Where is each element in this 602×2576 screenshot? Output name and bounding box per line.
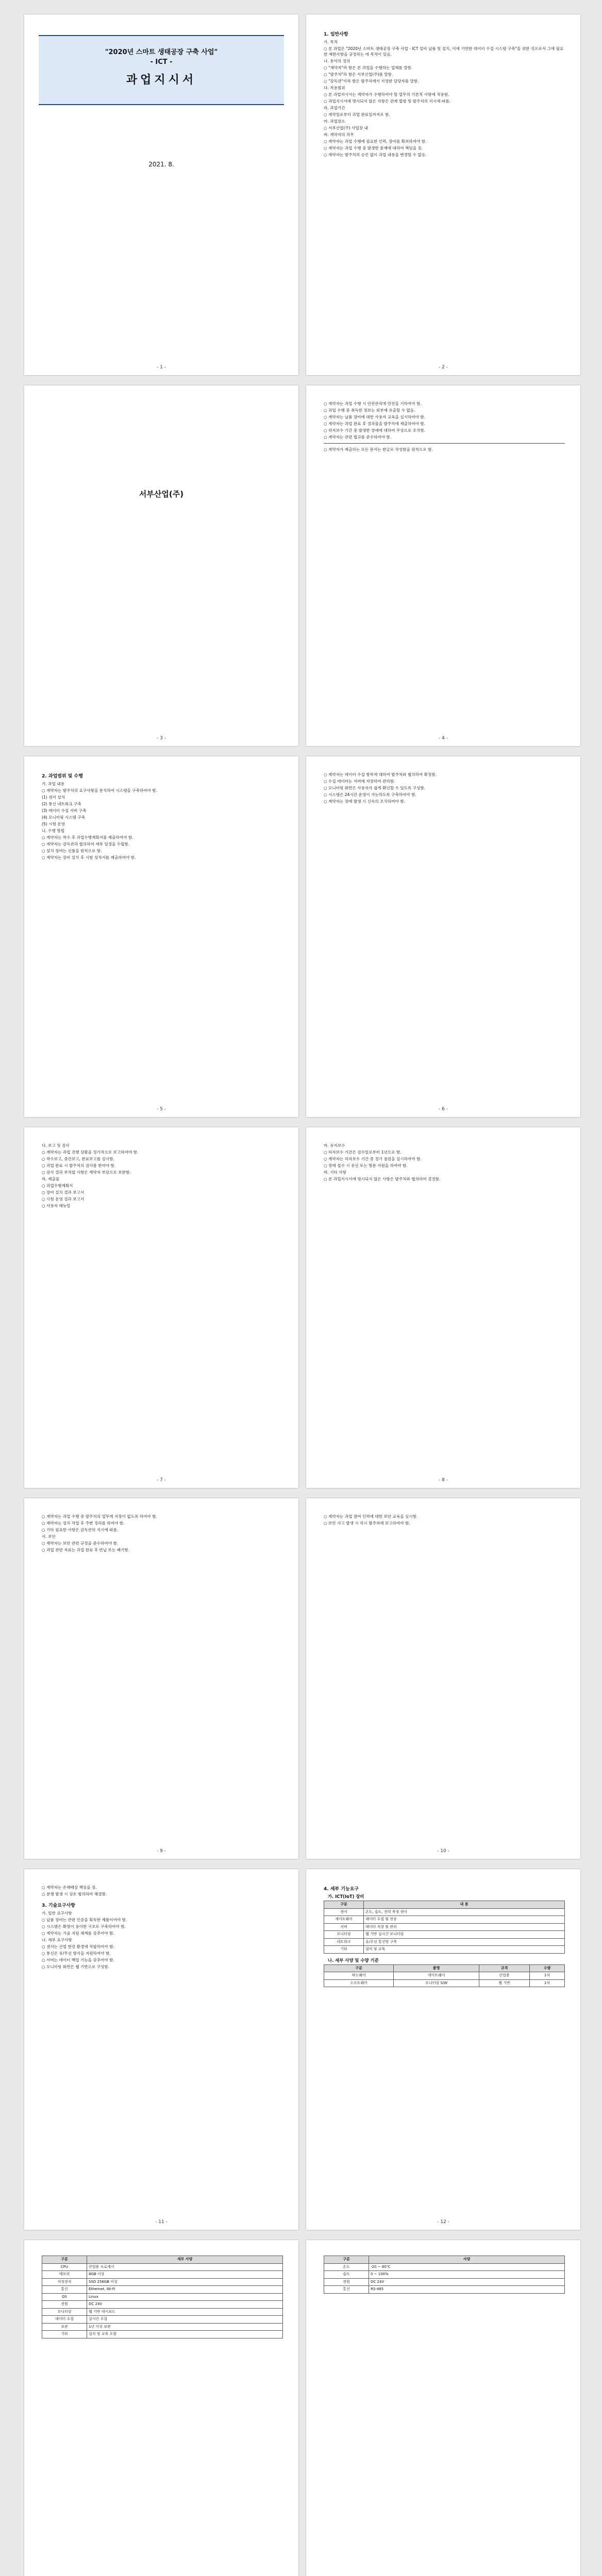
table-row (324, 1916, 565, 1924)
table-cell: 소프트웨어 (324, 1979, 394, 1987)
table-row (42, 2286, 283, 2294)
page-9-body (42, 1514, 283, 1554)
text-line: ○ 장애 접수 시 유선 또는 방문 지원을 하여야 함. (324, 1163, 408, 1168)
text-line: ○ 계약자는 과업 수행 중 발주처의 업무에 지장이 없도록 하여야 함. (42, 1514, 157, 1519)
table-row (42, 2278, 283, 2286)
table-cell: 산업용 (479, 1972, 530, 1980)
section-heading: 1. 일반사항 (324, 32, 348, 37)
table-row (324, 1908, 565, 1916)
text-line: ○ 하자보수 기간 중 발생한 장애에 대하여 무상으로 조치함. (324, 428, 426, 433)
table-cell: 보관 (42, 2323, 87, 2331)
text-line: 가. 일반 요구사항 (42, 1911, 72, 1916)
table-cell: 습도 (324, 2271, 369, 2279)
table-cell: 1년 이상 보관 (87, 2323, 283, 2331)
table-cell: 1식 (529, 1972, 564, 1980)
table-header: 구분 (324, 1964, 394, 1972)
text-line: ○ 계약자가 제출하는 모든 문서는 한글로 작성함을 원칙으로 함. (324, 447, 433, 452)
text-line: 가. 과업 내용 (42, 782, 64, 786)
table-row (324, 1923, 565, 1931)
table-row (42, 2301, 283, 2309)
text-line: ○ 계약일로부터 과업 완료일까지로 함. (324, 112, 390, 117)
page-12-body (324, 1885, 565, 1987)
text-line: ○ 시스템은 24시간 운영이 가능하도록 구축하여야 함. (324, 792, 416, 797)
table-cell: 통신 (42, 2286, 87, 2294)
spec-quantity-table (324, 1964, 565, 1988)
text-line: 바. 계약자의 의무 (324, 132, 354, 137)
section-heading: 2. 과업범위 및 수행 (42, 774, 83, 779)
text-line: ○ 모니터링 화면은 사용자가 쉽게 확인할 수 있도록 구성함. (324, 786, 426, 790)
table-cell: 산업용 프로세서 (87, 2263, 283, 2271)
text-line: ○ 수집 데이터는 서버에 저장하여 관리함. (324, 779, 395, 784)
page-number: - 10 - (437, 1849, 449, 1854)
text-line: ○ 계약자는 기술 지원 체계를 갖추어야 함. (42, 1931, 114, 1936)
cover-title: 과업지시서 (126, 74, 197, 87)
text-line: ○ 계약자는 착수 후 과업수행계획서를 제출하여야 함. (42, 835, 133, 840)
table-cell: 모니터링 (324, 1931, 364, 1939)
text-line: ○ 설치 장비는 신품을 원칙으로 함. (42, 849, 102, 853)
table-row (324, 2271, 565, 2279)
cover-date: 2021. 8. (148, 161, 174, 168)
text-line: ○ 계약자는 감독관과 협의하여 세부 일정을 수립함. (42, 842, 130, 846)
table-row (324, 1931, 565, 1939)
table-cell: RS-485 (369, 2286, 565, 2294)
text-line: ○ 사용자 매뉴얼 (42, 1204, 71, 1208)
text-line: 사. 보안 (42, 1534, 56, 1539)
table-cell: 저장장치 (42, 2278, 87, 2286)
table-row (324, 1979, 565, 1987)
text-line: ○ 과업 수행 중 취득한 정보는 외부에 유출할 수 없음. (324, 408, 415, 413)
table-cell: 설치 및 교육 포함 (87, 2331, 283, 2338)
text-line: ○ 계약자는 데이터 수집 항목에 대하여 발주처와 협의하여 확정함. (324, 772, 437, 777)
table-cell: DC 24V (369, 2278, 565, 2286)
page-6 (306, 756, 580, 1117)
table-header: 사양 (369, 2256, 565, 2264)
page-12 (306, 1869, 580, 2230)
page-2 (306, 14, 580, 375)
table-cell: 온도 (324, 2263, 369, 2271)
text-line: 나. 세부 요구사항 (42, 1938, 72, 1942)
section-heading: 3. 기술요구사항 (42, 1903, 75, 1908)
table-cell: 유/무선 통신망 구축 (364, 1938, 565, 1946)
page-number: - 5 - (157, 1107, 166, 1112)
table-row (42, 2316, 283, 2324)
page-11-body (42, 1885, 283, 1971)
table-cell: 데이터 수집 (42, 2316, 87, 2324)
text-line: ○ 본 과업지시서는 계약자가 수행하여야 할 업무의 기본적 사항에 적용함. (324, 92, 449, 97)
equipment-table (324, 1901, 565, 1954)
page-9 (24, 1498, 298, 1859)
cover-title-box (39, 35, 284, 105)
text-line: ○ 과업 관련 자료는 과업 완료 후 반납 또는 폐기함. (42, 1548, 130, 1552)
table-row (324, 2263, 565, 2271)
text-line: 바. 기타 사항 (324, 1170, 346, 1175)
hardware-spec-table (42, 2256, 283, 2338)
text-line: ○ "감독관"이라 함은 발주처에서 지정한 담당자를 말함. (324, 79, 419, 83)
text-line: ○ 계약자는 장애 발생 시 신속히 조치하여야 함. (324, 799, 405, 804)
page-13-right (306, 2240, 580, 2576)
table-cell: Ethernet, Wi-Fi (87, 2286, 283, 2294)
table-cell: 모니터링 (42, 2308, 87, 2316)
text-line: ○ 계약자는 납품 장비에 대한 사용자 교육을 실시하여야 함. (324, 415, 426, 419)
page-1-cover (24, 14, 298, 375)
text-line: ○ 계약자는 과업 참여 인력에 대한 보안 교육을 실시함. (324, 1514, 418, 1519)
table-cell: 네트워크 (324, 1938, 364, 1946)
page-8 (306, 1127, 580, 1488)
table-cell: 서버 (324, 1923, 364, 1931)
text-line: ○ 시험 운영 결과 보고서 (42, 1197, 85, 1201)
text-line: 마. 과업장소 (324, 119, 345, 124)
table-row (42, 2323, 283, 2331)
text-line: ○ 서부산업(주) 사업장 내 (324, 126, 368, 130)
text-line: ○ 분쟁 발생 시 상호 협의하여 해결함. (42, 1892, 107, 1896)
table-row (324, 2286, 565, 2294)
text-line: ○ 납품 장비는 관련 인증을 획득한 제품이어야 함. (42, 1918, 127, 1922)
text-line: ○ 착수보고, 중간보고, 완료보고를 실시함. (42, 1157, 114, 1161)
table-cell: 센서 (324, 1908, 364, 1916)
section-heading: 4. 세부 기능요구 (324, 1887, 359, 1892)
text-line: 다. 보고 및 검사 (42, 1143, 70, 1148)
table-cell: 데이터 수집 및 전송 (364, 1916, 565, 1924)
table-header: 구분 (324, 2256, 369, 2264)
text-line: ○ 계약자는 과업 진행 상황을 정기적으로 보고하여야 함. (42, 1150, 139, 1155)
table-cell: 기타 (324, 1946, 364, 1954)
table-row (324, 1946, 565, 1954)
text-line: ○ 검사 결과 부적합 사항은 계약자 부담으로 보완함. (42, 1170, 131, 1175)
table-row (324, 2278, 565, 2286)
text-line: ○ 과업 완료 시 발주처의 검사를 받아야 함. (42, 1163, 116, 1168)
table-row (324, 1972, 565, 1980)
page-number: - 11 - (155, 2219, 168, 2225)
text-line: (4) 모니터링 시스템 구축 (42, 815, 86, 820)
text-line: ○ 계약자는 과업 수행에 필요한 인력, 장비를 확보하여야 함. (324, 139, 427, 144)
page-3 (24, 385, 298, 746)
table-cell: 웹 기반 (479, 1979, 530, 1987)
table-cell: OS (42, 2293, 87, 2301)
text-line: ○ "계약자"라 함은 본 과업을 수행하는 업체를 말함. (324, 65, 413, 70)
table-cell: 게이트웨이 (394, 1972, 479, 1980)
text-line: ○ 계약자는 과업 수행 중 발생한 문제에 대하여 책임을 짐. (324, 146, 423, 150)
table-header: 수량 (529, 1964, 564, 1972)
text-line: ○ 계약자는 설치 작업 후 주변 정리를 하여야 함. (42, 1521, 125, 1526)
table-cell: 통신 (324, 2286, 369, 2294)
sensor-spec-table (324, 2256, 565, 2294)
page-11 (24, 1869, 298, 2230)
table-header: 규격 (479, 1964, 530, 1972)
table-header: 구분 (324, 1901, 364, 1909)
table-cell: Linux (87, 2293, 283, 2301)
table-cell: 실시간 수집 (87, 2316, 283, 2324)
table-row (42, 2293, 283, 2301)
table-cell: 모니터링 S/W (394, 1979, 479, 1987)
table-cell: 메모리 (42, 2271, 87, 2279)
page-number: - 12 - (437, 2219, 449, 2225)
text-line: ○ 계약자는 발주처의 요구사항을 분석하여 시스템을 구축하여야 함. (42, 788, 157, 793)
page-number: - 2 - (439, 365, 448, 370)
page-13-right-body (324, 2256, 565, 2294)
text-line: ○ 계약자는 관련 법규를 준수하여야 함. (324, 435, 392, 439)
text-line: 라. 제출물 (42, 1177, 60, 1181)
text-line: ○ 계약자는 과업 완료 후 결과물을 발주처에 제출하여야 함. (324, 421, 426, 426)
page-13-body (42, 2256, 283, 2338)
page-7-body (42, 1143, 283, 1210)
text-line: ○ 과업수행계획서 (42, 1183, 73, 1188)
cover-subtitle-2: - ICT - (150, 58, 173, 66)
cover-organization: 서부산업(주) (139, 489, 184, 499)
page-number: - 6 - (439, 1107, 448, 1112)
text-line: 나. 용어의 정의 (324, 59, 350, 63)
text-line: ○ 하자보수 기간은 검수일로부터 1년으로 함. (324, 1150, 402, 1155)
page-7 (24, 1127, 298, 1488)
page-number: - 9 - (157, 1849, 166, 1854)
table-cell: 웹 기반 대시보드 (87, 2308, 283, 2316)
text-line: 나. 수행 방법 (42, 828, 64, 833)
table-row (42, 2271, 283, 2279)
page-13-left (24, 2240, 298, 2576)
text-line: (5) 시험 운영 (42, 822, 65, 826)
text-line: ○ 계약자는 하자보수 기간 중 정기 점검을 실시하여야 함. (324, 1157, 422, 1161)
sub-heading: 나. 세부 사양 및 수량 기준 (328, 1957, 379, 1963)
text-line: ○ 계약자는 보안 관련 규정을 준수하여야 함. (42, 1541, 119, 1546)
table-cell: SSD 256GB 이상 (87, 2278, 283, 2286)
text-line: ○ 본 과업지시서에 명시되지 않은 사항은 발주처와 협의하여 결정함. (324, 1177, 441, 1181)
text-line: (2) 통신 네트워크 구축 (42, 802, 81, 806)
text-line: ○ 모니터링 화면은 웹 기반으로 구성함. (42, 1964, 110, 1969)
text-line: ○ 계약자는 과업 수행 시 안전관리에 만전을 기하여야 함. (324, 401, 422, 406)
text-line: ○ 과업지시서에 명시되지 않은 사항은 관계 법령 및 발주처의 지시에 따름. (324, 99, 450, 104)
page-number: - 3 - (157, 736, 166, 741)
text-line: ○ 보안 사고 발생 시 즉시 발주처에 보고하여야 함. (324, 1521, 410, 1526)
text-line: ○ 통신은 유/무선 방식을 지원하여야 함. (42, 1951, 111, 1956)
table-cell: 데이터 저장 및 관리 (364, 1923, 565, 1931)
text-line: 라. 과업기간 (324, 106, 345, 110)
text-line: ○ 계약자는 발주처의 승인 없이 과업 내용을 변경할 수 없음. (324, 152, 427, 157)
text-line: 마. 유지보수 (324, 1143, 345, 1148)
table-cell: 0 ~ 100% (369, 2271, 565, 2279)
table-header: 세부 사양 (87, 2256, 283, 2264)
page-number: - 8 - (439, 1478, 448, 1483)
table-row (42, 2263, 283, 2271)
text-line: 다. 적용범위 (324, 86, 345, 90)
text-line: ○ 본 과업은 "2020년 스마트 생태공장 구축 사업 - ICT 설비 납품 및 설치, 이에 기반한 데이터 수집 시스템 구축"을 위한 것으로서 그에 필요한 제반사항을 규정하는 데 목적이 있음. (324, 46, 564, 57)
divider (324, 443, 565, 444)
text-line: ○ 장비 설치 결과 보고서 (42, 1190, 85, 1195)
table-row (42, 2331, 283, 2338)
table-cell: -20 ~ 80℃ (369, 2263, 565, 2271)
text-line: ○ 센서는 산업 현장 환경에 적합하여야 함. (42, 1944, 114, 1949)
table-header: 품명 (394, 1964, 479, 1972)
page-number: - 1 - (157, 365, 166, 370)
table-cell: 전원 (324, 2278, 369, 2286)
page-10-body (324, 1514, 565, 1527)
table-cell: 하드웨어 (324, 1972, 394, 1980)
text-line: 가. 목적 (324, 40, 338, 44)
page-2-body (324, 30, 565, 159)
page-4 (306, 385, 580, 746)
table-header: 구분 (42, 2256, 87, 2264)
table-cell: 설치 및 교육 (364, 1946, 565, 1954)
page-10 (306, 1498, 580, 1859)
table-cell: 게이트웨이 (324, 1916, 364, 1924)
table-cell: 1식 (529, 1979, 564, 1987)
table-cell: 8GB 이상 (87, 2271, 283, 2279)
page-6-body (324, 772, 565, 805)
table-header: 내 용 (364, 1901, 565, 1909)
cover-subtitle-1: "2020년 스마트 생태공장 구축 사업" (105, 48, 218, 56)
page-5 (24, 756, 298, 1117)
table-cell: 기타 (42, 2331, 87, 2338)
text-line: ○ "발주처"라 함은 서부산업(주)를 말함. (324, 72, 393, 77)
page-4-body (324, 401, 565, 453)
text-line: ○ 계약자는 장비 설치 후 시험 성적서를 제출하여야 함. (42, 855, 136, 860)
text-line: ○ 서버는 데이터 백업 기능을 갖추어야 함. (42, 1958, 114, 1962)
text-line: ○ 기타 필요한 사항은 감독관의 지시에 따름. (42, 1528, 119, 1532)
sub-heading: 가. ICT(IoT) 장비 (328, 1894, 364, 1899)
text-line: (3) 데이터 수집 서버 구축 (42, 808, 87, 813)
page-8-body (324, 1143, 565, 1183)
table-cell: 온도, 습도, 전력 측정 센서 (364, 1908, 565, 1916)
table-row (324, 1938, 565, 1946)
table-cell: CPU (42, 2263, 87, 2271)
text-line: ○ 계약자는 손해배상 책임을 짐. (42, 1885, 97, 1890)
table-cell: DC 24V (87, 2301, 283, 2309)
table-cell: 웹 기반 실시간 모니터링 (364, 1931, 565, 1939)
text-line: ○ 시스템은 확장이 용이한 구조로 구축하여야 함. (42, 1924, 126, 1929)
page-number: - 4 - (439, 736, 448, 741)
table-row (42, 2308, 283, 2316)
page-5-body (42, 772, 283, 861)
page-number: - 7 - (157, 1478, 166, 1483)
table-cell: 전원 (42, 2301, 87, 2309)
text-line: (1) 센서 설치 (42, 795, 65, 800)
